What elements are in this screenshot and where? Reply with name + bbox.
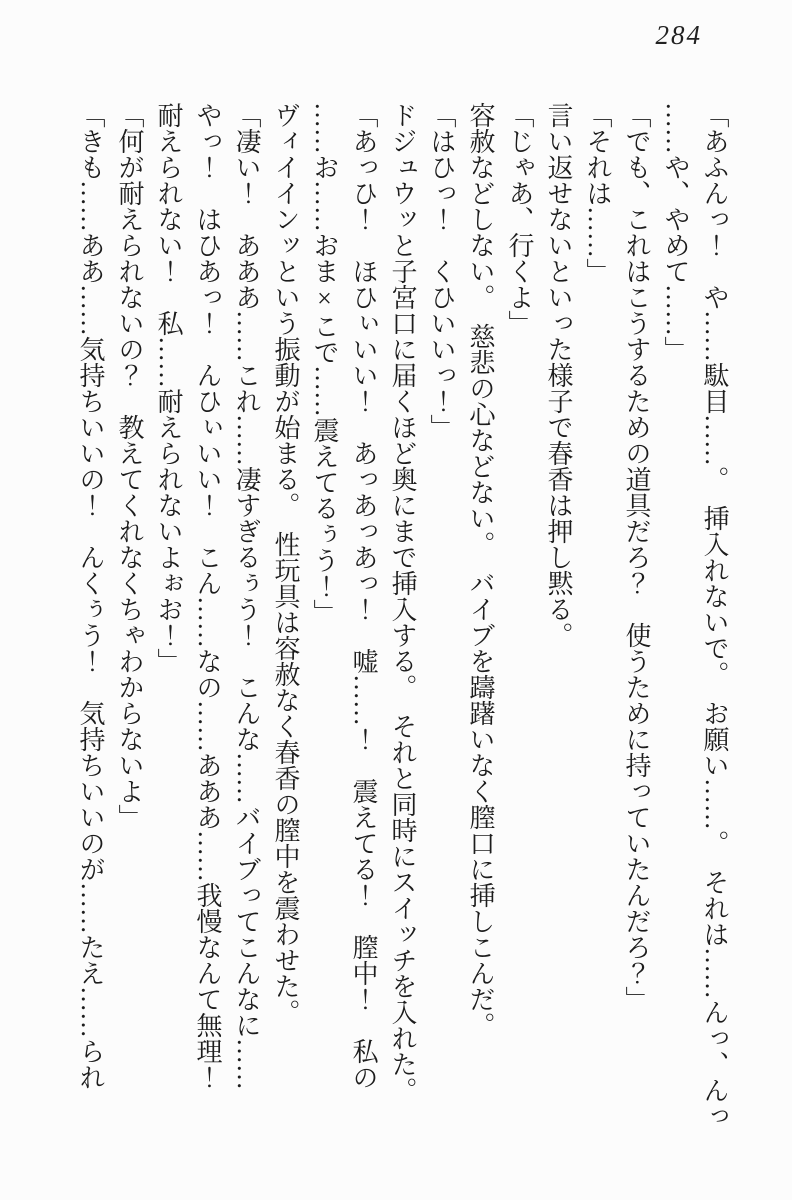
text-line: 言い返せないといった様子で春香は押し黙る。 (544, 102, 573, 648)
page-number: 284 (655, 20, 702, 50)
text-line: 「はひっ！ くひいいっ！」 (427, 102, 456, 440)
text-line: 「でも、これはこうするための道具だろ？ 使うために持っていたんだろ？」 (622, 102, 651, 1012)
text-line: 容赦などしない。 慈悲の心などない。 バイブを躊躇いなく膣口に挿しこんだ。 (466, 102, 495, 1038)
text-line: ……お……おま×こで……震えてるぅう！」 (310, 102, 339, 625)
text-line: 「凄い！ あああ……これ……凄すぎるぅう！ こんな……バイブってこんなに…… (232, 102, 261, 1090)
vertical-text-block (71, 102, 734, 1174)
text-line: 「それは……」 (583, 102, 612, 284)
text-line: ……や、やめて……」 (661, 102, 690, 362)
text-line: やっ！ はひあっ！ んひぃいい！ こん……なの……あああ……我慢なんて無理！ (193, 102, 222, 1090)
text-line: 耐えられない！ 私……耐えられないよぉお！」 (154, 102, 183, 674)
text-line: ドジュウッと子宮口に届くほど奥にまで挿入する。 それと同時にスイッチを入れた。 (388, 102, 417, 1103)
text-line: 「何が耐えられないの？ 教えてくれなくちゃわからないよ」 (115, 102, 144, 830)
text-line: 「きも……ああ……気持ちいいの！ んくぅう！ 気持ちいいのが……たえ……られ (76, 102, 105, 1090)
text-line: 「あっひ！ ほひぃいい！ あっあっあっ！ 嘘……！ 震えてる！ 膣中！ 私の (349, 102, 378, 1090)
text-line: 「あふんっ！ や……駄目……。 挿入れないで。 お願い……。 それは……んっ、んっ (700, 102, 729, 1129)
text-line: 「じゃあ、行くよ」 (505, 102, 534, 336)
text-line: ヴィイインッという振動が始まる。 性玩具は容赦なく春香の膣中を震わせた。 (271, 102, 300, 1025)
